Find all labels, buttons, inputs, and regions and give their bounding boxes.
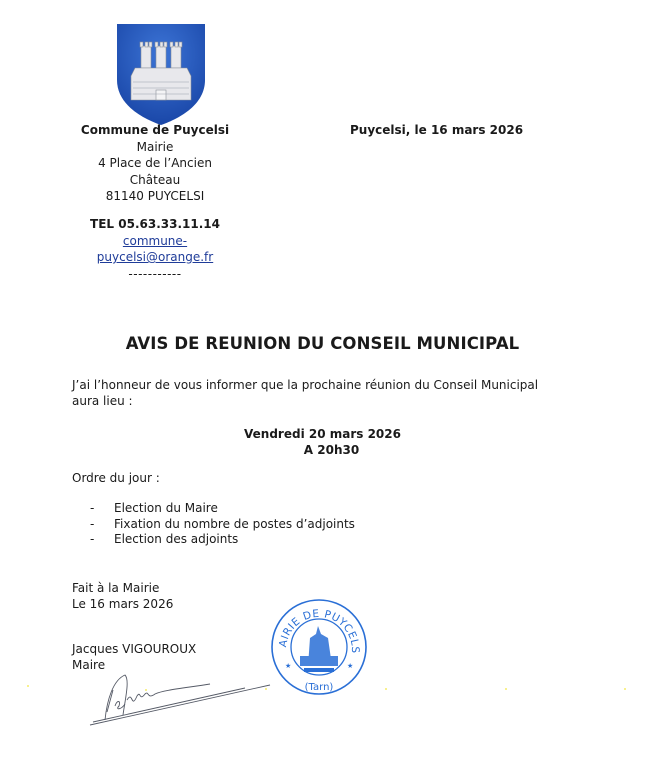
scan-speck [27,685,29,687]
scan-speck [505,688,507,690]
email-line-2[interactable]: puycelsi@orange.fr [96,250,214,264]
address-line: 81140 PUYCELSI [105,189,205,203]
separator: ----------- [128,266,182,281]
document-title: AVIS DE REUNION DU CONSEIL MUNICIPAL [125,334,520,353]
address-line: Mairie [136,139,174,154]
svg-text:★: ★ [285,662,292,670]
address-line: Château [129,172,181,187]
stamp-top-text: AIRIE DE PUYCELS [277,607,362,654]
scan-speck [385,688,387,690]
agenda-item-text: Fixation du nombre de postes d’adjoints [114,516,355,531]
agenda-item-text: Election des adjoints [114,532,239,546]
email-line-1[interactable]: commune- [122,233,188,248]
stamp-bottom-text: (Tarn) [304,682,334,693]
phone-number: TEL 05.63.33.11.14 [90,217,220,231]
bullet: - [90,532,95,546]
signatory [72,641,196,673]
meeting-datetime [0,426,645,458]
signer-name: Jacques VIGOUROUX [72,642,197,656]
place-date: Puycelsi, le 16 mars 2026 [350,123,524,137]
scan-speck [145,689,147,691]
agenda-item [90,517,355,533]
scan-speck [624,688,626,690]
bullet: - [90,516,95,531]
issued-date: Le 16 mars 2026 [72,597,174,611]
issued-at [72,580,173,612]
agenda-list [90,501,355,548]
scan-speck [265,688,267,690]
agenda-item-text: Election du Maire [114,501,218,515]
issued-place: Fait à la Mairie [72,581,160,595]
agenda-item [90,532,355,548]
agenda-label: Ordre du jour : [72,471,160,485]
intro-paragraph: J’ai l’honneur de vous informer que la prochaine réunion du Conseil Municipal aura lieu : [72,378,539,408]
contact-block [70,216,240,282]
meeting-time: A 20h30 [303,443,360,457]
bullet: - [90,501,95,515]
agenda-item [90,501,355,517]
address-line: 4 Place de l’Ancien [98,156,212,170]
castle-crest-icon [115,22,207,127]
meeting-date: Vendredi 20 mars 2026 [244,427,401,441]
commune-name: Commune de Puycelsi [80,123,230,137]
svg-text:★: ★ [347,662,354,670]
signer-title: Maire [72,658,106,672]
email-link[interactable] [97,234,213,265]
sender-address [70,122,240,205]
handwritten-signature-icon [85,670,285,730]
